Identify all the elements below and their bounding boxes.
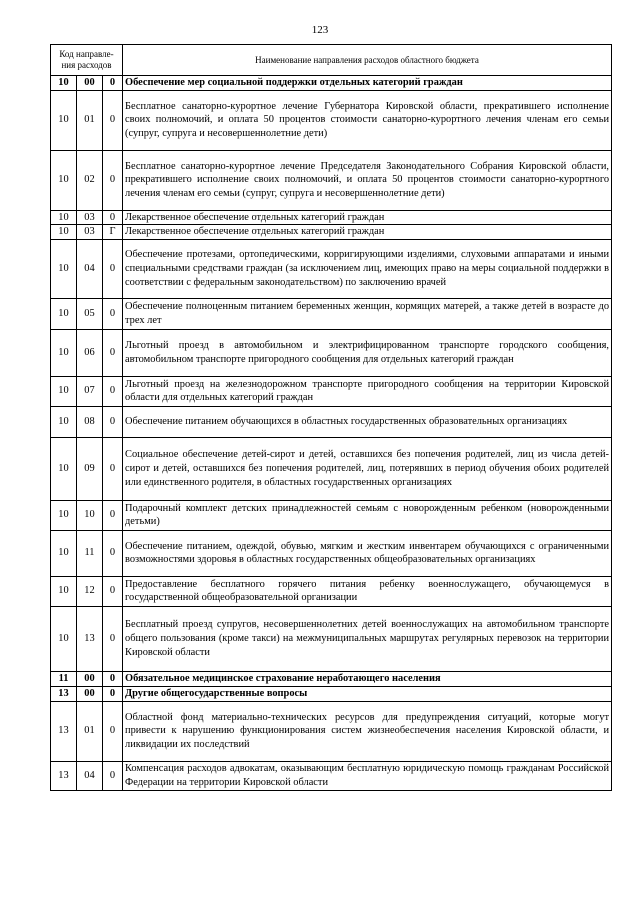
expense-name: Обеспечение мер социальной поддержки отдельных категорий граждан: [123, 76, 612, 91]
code-suffix: 0: [103, 530, 123, 576]
table-row: [51, 329, 612, 376]
code-section: 10: [51, 90, 77, 150]
table-row: [51, 150, 612, 210]
expense-directions-table: [50, 44, 612, 791]
code-suffix: 0: [103, 761, 123, 790]
code-section: 13: [51, 686, 77, 701]
code-suffix: 0: [103, 298, 123, 329]
code-section: 10: [51, 76, 77, 91]
code-suffix: 0: [103, 437, 123, 500]
code-section: 10: [51, 329, 77, 376]
code-subsection: 08: [77, 406, 103, 437]
code-section: 10: [51, 500, 77, 530]
code-suffix: 0: [103, 701, 123, 761]
code-section: 13: [51, 761, 77, 790]
code-subsection: 09: [77, 437, 103, 500]
code-subsection: 13: [77, 606, 103, 671]
table-row: [51, 225, 612, 240]
expense-name: Обеспечение питанием обучающихся в областных государственных образовательных организациях: [123, 406, 612, 437]
code-subsection: 03: [77, 210, 103, 225]
table-row: [51, 671, 612, 686]
expense-name: Льготный проезд в автомобильном и электрифицированном транспорте городского сообщения, автомобильном транспорте пригородного сообщения для отдельных категорий граждан: [123, 329, 612, 376]
table-row: [51, 90, 612, 150]
code-suffix: 0: [103, 576, 123, 606]
header-code: Код направле-ния расходов: [51, 45, 123, 76]
code-suffix: 0: [103, 606, 123, 671]
code-section: 10: [51, 150, 77, 210]
code-section: 10: [51, 437, 77, 500]
code-suffix: 0: [103, 150, 123, 210]
table-row: [51, 210, 612, 225]
code-section: 10: [51, 298, 77, 329]
code-suffix: 0: [103, 90, 123, 150]
expense-name: Лекарственное обеспечение отдельных категорий граждан: [123, 210, 612, 225]
expense-name: Бесплатное санаторно-курортное лечение Губернатора Кировской области, прекратившего исполнение своих полномочий, и оплата 50 процентов стоимости санаторно-курортного лечения членам его семьи (супруг, супруга и несовершеннолетние дети): [123, 90, 612, 150]
expense-name: Другие общегосударственные вопросы: [123, 686, 612, 701]
code-suffix: 0: [103, 329, 123, 376]
code-suffix: 0: [103, 686, 123, 701]
expense-name: Областной фонд материально-технических ресурсов для предупреждения ситуаций, которые могут привести к нарушению функционирования систем жизнеобеспечения населения Кировской области, и ликвидации их последствий: [123, 701, 612, 761]
code-subsection: 01: [77, 701, 103, 761]
expense-name: Обязательное медицинское страхование неработающего населения: [123, 671, 612, 686]
code-suffix: 0: [103, 76, 123, 91]
code-section: 10: [51, 606, 77, 671]
code-suffix: 0: [103, 671, 123, 686]
code-subsection: 05: [77, 298, 103, 329]
code-suffix: 0: [103, 239, 123, 298]
code-section: 10: [51, 406, 77, 437]
code-section: 10: [51, 210, 77, 225]
expense-name: Обеспечение протезами, ортопедическими, корригирующими изделиями, слуховыми аппаратами и иными специальными средствами граждан (за исключением лиц, имеющих право на меры социальной поддержки в соответствии с федеральным законодательством) по заключению врачей: [123, 239, 612, 298]
table-row: [51, 239, 612, 298]
table-row: [51, 761, 612, 790]
code-suffix: Г: [103, 225, 123, 240]
code-subsection: 10: [77, 500, 103, 530]
table-row: [51, 606, 612, 671]
code-subsection: 12: [77, 576, 103, 606]
code-suffix: 0: [103, 376, 123, 406]
code-subsection: 07: [77, 376, 103, 406]
code-suffix: 0: [103, 406, 123, 437]
expense-name: Социальное обеспечение детей-сирот и детей, оставшихся без попечения родителей, лиц из числа детей-сирот и детей, оставшихся без попечения родителей, лиц, потерявших в период обучения обоих родителей или единственного родителя, в областных государственных организациях: [123, 437, 612, 500]
code-section: 11: [51, 671, 77, 686]
code-subsection: 00: [77, 671, 103, 686]
table-row: [51, 76, 612, 91]
table-row: [51, 500, 612, 530]
table-row: [51, 576, 612, 606]
code-section: 10: [51, 576, 77, 606]
code-subsection: 03: [77, 225, 103, 240]
expense-name: Лекарственное обеспечение отдельных категорий граждан: [123, 225, 612, 240]
code-section: 10: [51, 239, 77, 298]
expense-name: Бесплатное санаторно-курортное лечение Председателя Законодательного Собрания Кировской области, прекратившего исполнение своих полномочий, и оплата 50 процентов стоимости санаторно-курортного лечения членам его семьи (супруг, супруга и несовершеннолетние дети): [123, 150, 612, 210]
table-row: [51, 686, 612, 701]
code-subsection: 02: [77, 150, 103, 210]
code-subsection: 04: [77, 239, 103, 298]
expense-name: Предоставление бесплатного горячего питания ребенку военнослужащего, обучающемуся в государственной общеобразовательной организации: [123, 576, 612, 606]
page-number: 123: [311, 24, 329, 36]
code-section: 10: [51, 225, 77, 240]
table-header-row: [51, 45, 612, 76]
expense-name: Обеспечение питанием, одеждой, обувью, мягким и жестким инвентарем обучающихся с ограниченными возможностями здоровья в областных государственных общеобразовательных организациях: [123, 530, 612, 576]
expense-name: Компенсация расходов адвокатам, оказывающим бесплатную юридическую помощь гражданам Российской Федерации на территории Кировской области: [123, 761, 612, 790]
expense-name: Обеспечение полноценным питанием беременных женщин, кормящих матерей, а также детей в возрасте до трех лет: [123, 298, 612, 329]
table-row: [51, 437, 612, 500]
code-subsection: 11: [77, 530, 103, 576]
table-row: [51, 530, 612, 576]
expense-name: Бесплатный проезд супругов, несовершеннолетних детей военнослужащих на автомобильном транспорте общего пользования (кроме такси) на межмуниципальных маршрутах регулярных перевозок на территории Кировской области: [123, 606, 612, 671]
code-subsection: 06: [77, 329, 103, 376]
code-subsection: 00: [77, 686, 103, 701]
code-suffix: 0: [103, 500, 123, 530]
code-section: 10: [51, 376, 77, 406]
expense-name: Подарочный комплект детских принадлежностей семьям с новорожденным ребенком (новорожденными детьми): [123, 500, 612, 530]
code-suffix: 0: [103, 210, 123, 225]
code-section: 13: [51, 701, 77, 761]
code-subsection: 00: [77, 76, 103, 91]
code-subsection: 04: [77, 761, 103, 790]
header-name: Наименование направления расходов областного бюджета: [123, 45, 612, 76]
table-row: [51, 406, 612, 437]
table-row: [51, 701, 612, 761]
code-subsection: 01: [77, 90, 103, 150]
code-section: 10: [51, 530, 77, 576]
expense-name: Льготный проезд на железнодорожном транспорте пригородного сообщения на территории Кировской области для отдельных категорий граждан: [123, 376, 612, 406]
table-row: [51, 376, 612, 406]
table-row: [51, 298, 612, 329]
